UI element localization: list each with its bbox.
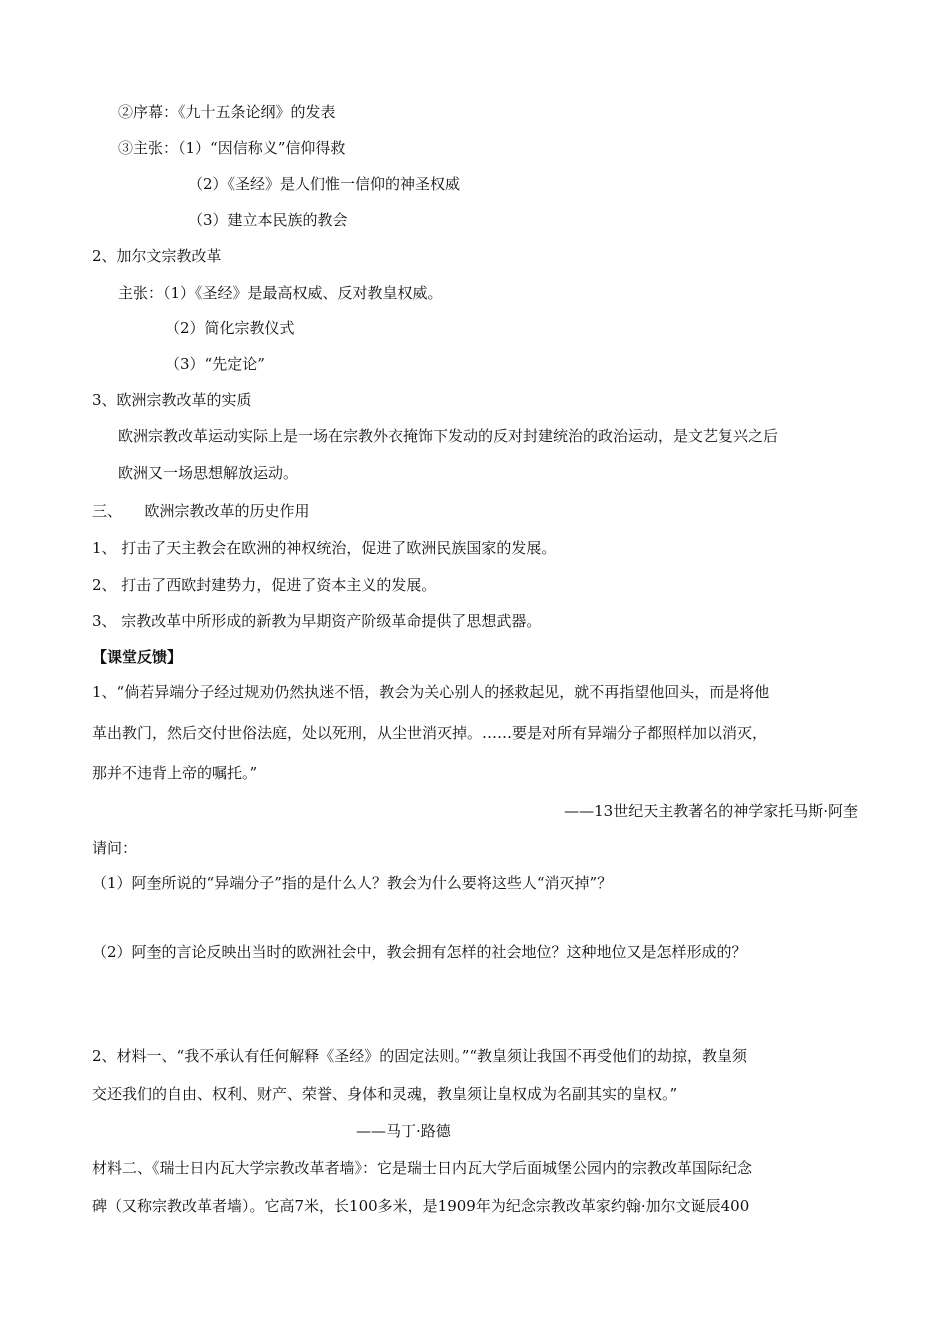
text-line: 主张：（1）《圣经》是最高权威、反对教皇权威。 (118, 284, 443, 302)
text-line: （3）“先定论” (165, 355, 265, 373)
text-line: （2）《圣经》是人们惟一信仰的神圣权威 (188, 175, 461, 193)
feedback-heading: 【课堂反馈】 (92, 648, 183, 666)
section-heading: 2、加尔文宗教改革 (92, 247, 222, 265)
text-line: 欧洲宗教改革运动实际上是一场在宗教外衣掩饰下发动的反对封建统治的政治运动，是文艺复兴之后 (118, 427, 779, 445)
section-heading: 3、欧洲宗教改革的实质 (92, 391, 252, 409)
list-item: 2、 打击了西欧封建势力，促进了资本主义的发展。 (92, 576, 437, 594)
text-line: 交还我们的自由、权利、财产、荣誉、身体和灵魂，教皇须让皇权成为名副其实的皇权。” (92, 1085, 678, 1103)
text-line: 那并不违背上帝的嘱托。” (92, 764, 258, 782)
quote-attribution: ——13世纪天主教著名的神学家托马斯·阿奎 (564, 802, 858, 820)
quote-attribution: ——马丁·路德 (356, 1122, 451, 1140)
text-line: ②序幕：《九十五条论纲》的发表 (118, 103, 336, 121)
text-line: 欧洲又一场思想解放运动。 (118, 464, 299, 482)
text-line: （2）简化宗教仪式 (165, 319, 295, 337)
text-line: 1、“倘若异端分子经过规劝仍然执迷不悟，教会为关心别人的拯救起见，就不再指望他回头，而是将他 (92, 683, 770, 701)
list-item: 3、 宗教改革中所形成的新教为早期资产阶级革命提供了思想武器。 (92, 612, 542, 630)
text-line: 革出教门，然后交付世俗法庭，处以死刑，从尘世消灭掉。……要是对所有异端分子都照样加以消灭， (92, 724, 768, 742)
text-line: ③主张：（1）“因信称义”信仰得救 (118, 139, 346, 157)
question-item: （1）阿奎所说的“异端分子”指的是什么人？教会为什么要将这些人“消灭掉”？ (92, 874, 613, 892)
list-item: 1、 打击了天主教会在欧洲的神权统治，促进了欧洲民族国家的发展。 (92, 539, 557, 557)
text-line: 请问： (92, 839, 138, 857)
text-line: 2、材料一、“我不承认有任何解释《圣经》的固定法则。”“教皇须让我国不再受他们的劫掠，教皇须 (92, 1047, 748, 1065)
text-line: 材料二、《瑞士日内瓦大学宗教改革者墙》：它是瑞士日内瓦大学后面城堡公园内的宗教改革国际纪念 (92, 1159, 753, 1177)
text-line: 碑（又称宗教改革者墙）。它高7米，长100多米，是1909年为纪念宗教改革家约翰·加尔文诞辰400 (92, 1197, 750, 1215)
section-heading: 三、 欧洲宗教改革的历史作用 (92, 502, 310, 520)
question-item: （2）阿奎的言论反映出当时的欧洲社会中，教会拥有怎样的社会地位？这种地位又是怎样形成的？ (92, 943, 747, 961)
text-line: （3）建立本民族的教会 (188, 211, 348, 229)
